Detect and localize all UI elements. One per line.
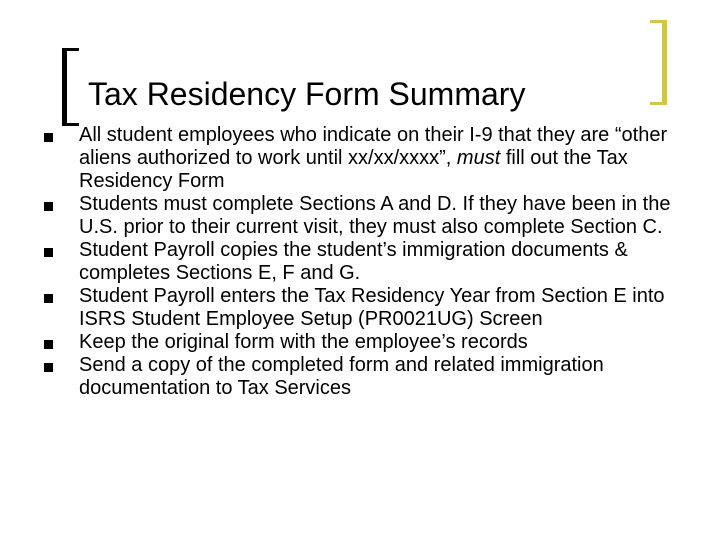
bullet-text: Students must complete Sections A and D. If they have been in the U.S. prior to their current visit, they must also complete Section C. bbox=[79, 193, 671, 238]
bullet-square-icon bbox=[44, 363, 53, 372]
bullet-item-i9 bbox=[44, 124, 704, 193]
bullet-square-icon bbox=[44, 340, 53, 349]
bullet-text: Student Payroll copies the student’s immigration documents & completes Sections E, F and G. bbox=[79, 239, 628, 284]
bullet-text-before: All student employees who indicate on their I-9 that they are “other aliens authorized to work until xx/xx/xxxx”, bbox=[79, 124, 668, 169]
right-bracket-decoration bbox=[650, 20, 667, 105]
bullet-square-icon bbox=[44, 133, 53, 142]
bullet-item-keep-original bbox=[44, 331, 704, 354]
bullet-square-icon bbox=[44, 248, 53, 257]
bullet-text: Send a copy of the completed form and related immigration documentation to Tax Services bbox=[79, 354, 604, 399]
bullet-text-emphasis: must bbox=[456, 147, 501, 169]
slide-title: Tax Residency Form Summary bbox=[88, 76, 526, 112]
bullet-square-icon bbox=[44, 294, 53, 303]
bullet-list bbox=[44, 124, 704, 400]
bullet-text: Student Payroll enters the Tax Residency Year from Section E into ISRS Student Employee Setup (PR0021UG) Screen bbox=[79, 285, 665, 330]
bullet-square-icon bbox=[44, 202, 53, 211]
bullet-item-sections bbox=[44, 193, 704, 239]
bullet-item-send-copy bbox=[44, 354, 704, 400]
bullet-text: Keep the original form with the employee’s records bbox=[79, 331, 528, 353]
left-bracket-decoration bbox=[62, 48, 79, 126]
bullet-text-after: fill out the Tax Residency Form bbox=[79, 147, 628, 192]
bullet-item-payroll-copies bbox=[44, 239, 704, 285]
bullet-item-payroll-enters bbox=[44, 285, 704, 331]
